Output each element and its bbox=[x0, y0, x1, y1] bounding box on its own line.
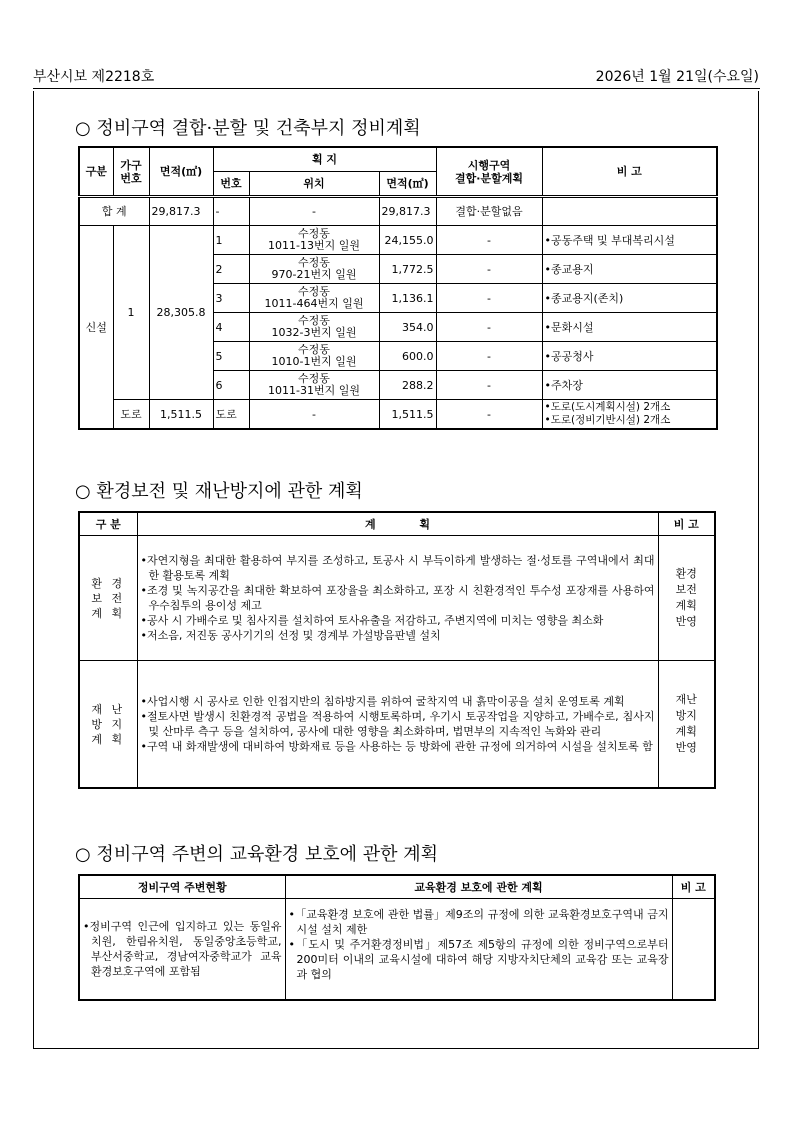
lot-plan: - bbox=[436, 255, 542, 284]
lot-note: •주차장 bbox=[542, 371, 717, 400]
publication-title: 부산시보 제2218호 bbox=[33, 69, 155, 85]
header-location: 위치 bbox=[249, 172, 379, 197]
lot-plan: - bbox=[436, 313, 542, 342]
header-status: 정비구역 주변현황 bbox=[79, 875, 285, 899]
road-num: 도로 bbox=[213, 400, 249, 430]
row-label: 환 경 보 전 계 획 bbox=[79, 536, 137, 661]
road-note bbox=[542, 400, 717, 430]
header-gubun: 구 분 bbox=[79, 512, 137, 536]
list-item: •「교육환경 보호에 관한 법률」제9조의 규정에 의한 교육환경보호구역내 금지시설 설치 제한 bbox=[288, 908, 669, 936]
total-row bbox=[79, 197, 717, 226]
list-item: •자연지형을 최대한 활용하여 부지를 조성하고, 토공사 시 부득이하게 발생하는 절·성토를 구역내에서 최대한 활용토록 계획 bbox=[140, 554, 655, 582]
road-note-1: •도로(도시계획시설) 2개소 bbox=[544, 401, 671, 413]
header-num: 번호 bbox=[213, 172, 249, 197]
lot-num: 3 bbox=[213, 284, 249, 313]
lot-plan: - bbox=[436, 284, 542, 313]
header-note: 비 고 bbox=[542, 147, 717, 197]
list-item: •정비구역 인근에 입지하고 있는 동일유치원, 한림유치원, 동일중앙초등학교, 부산서중학교, 경남여자중학교가 교육환경보호구역에 포함됨 bbox=[83, 920, 282, 978]
lot-area: 1,772.5 bbox=[379, 255, 436, 284]
table-row bbox=[79, 899, 715, 1001]
header-divider bbox=[33, 88, 760, 89]
education-plan-table bbox=[78, 874, 716, 1001]
row-plan bbox=[137, 661, 658, 789]
lot-plan: - bbox=[436, 226, 542, 255]
lot-area: 1,136.1 bbox=[379, 284, 436, 313]
lot-location: 수정동 1010-1번지 일원 bbox=[249, 342, 379, 371]
header-lot-area: 면적(㎡) bbox=[379, 172, 436, 197]
section2-title: ○ 환경보전 및 재난방지에 관한 계획 bbox=[75, 481, 363, 502]
total-note bbox=[542, 197, 717, 226]
header-plan: 계 획 bbox=[137, 512, 658, 536]
lot-location: 수정동 1011-31번지 일원 bbox=[249, 371, 379, 400]
header-gagu: 가구 번호 bbox=[113, 147, 149, 197]
lot-plan: - bbox=[436, 342, 542, 371]
lot-area: 354.0 bbox=[379, 313, 436, 342]
lot-note: •종교용지(존치) bbox=[542, 284, 717, 313]
list-item: •「도시 및 주거환경정비법」제57조 제5항의 규정에 의한 정비구역으로부터 200미터 이내의 교육시설에 대하여 해당 지방자치단체의 교육감 또는 교육장과 협의 bbox=[288, 938, 669, 981]
plan-cell bbox=[285, 899, 672, 1001]
table-row bbox=[79, 536, 715, 661]
block-area: 28,305.8 bbox=[149, 226, 213, 400]
new-label: 신설 bbox=[79, 226, 113, 430]
total-lot-area: 29,817.3 bbox=[379, 197, 436, 226]
total-plan: 결합·분할없음 bbox=[436, 197, 542, 226]
row-note: 환경 보전 계획 반영 bbox=[658, 536, 715, 661]
lot-area: 288.2 bbox=[379, 371, 436, 400]
lot-location: 수정동 1011-464번지 일원 bbox=[249, 284, 379, 313]
total-label: 합 계 bbox=[79, 197, 149, 226]
lot-note: •공동주택 및 부대복리시설 bbox=[542, 226, 717, 255]
lot-note: •종교용지 bbox=[542, 255, 717, 284]
publication-date: 2026년 1월 21일(수요일) bbox=[595, 69, 759, 85]
header-plan: 시행구역 결합·분할계획 bbox=[436, 147, 542, 197]
header-gubun: 구분 bbox=[79, 147, 113, 197]
note-cell bbox=[672, 899, 715, 1001]
lot-num: 6 bbox=[213, 371, 249, 400]
total-num: - bbox=[213, 197, 249, 226]
environment-plan-table bbox=[78, 511, 716, 789]
total-location: - bbox=[249, 197, 379, 226]
road-lot-area: 1,511.5 bbox=[379, 400, 436, 430]
lot-location: 수정동 1011-13번지 일원 bbox=[249, 226, 379, 255]
row-note: 재난 방지 계획 반영 bbox=[658, 661, 715, 789]
list-item: •공사 시 가배수로 및 침사지를 설치하여 토사유출을 저감하고, 주변지역에 미치는 영향을 최소화 bbox=[140, 614, 604, 627]
lot-area: 600.0 bbox=[379, 342, 436, 371]
header-note: 비 고 bbox=[658, 512, 715, 536]
lot-location: 수정동 1032-3번지 일원 bbox=[249, 313, 379, 342]
lot-num: 1 bbox=[213, 226, 249, 255]
header-hoekji: 획 지 bbox=[213, 147, 436, 172]
row-label: 재 난 방 지 계 획 bbox=[79, 661, 137, 789]
section3-title: ○ 정비구역 주변의 교육환경 보호에 관한 계획 bbox=[75, 844, 439, 865]
block-gagu: 1 bbox=[113, 226, 149, 400]
lot-area: 24,155.0 bbox=[379, 226, 436, 255]
road-area: 1,511.5 bbox=[149, 400, 213, 430]
total-area: 29,817.3 bbox=[149, 197, 213, 226]
section1-title: ○ 정비구역 결합·분할 및 건축부지 정비계획 bbox=[75, 118, 421, 139]
road-plan: - bbox=[436, 400, 542, 430]
table-row bbox=[79, 226, 717, 255]
road-location: - bbox=[249, 400, 379, 430]
table-row bbox=[79, 661, 715, 789]
header-note: 비 고 bbox=[672, 875, 715, 899]
lot-num: 2 bbox=[213, 255, 249, 284]
road-note-2: •도로(정비기반시설) 2개소 bbox=[544, 414, 671, 426]
lot-num: 4 bbox=[213, 313, 249, 342]
list-item: •저소음, 저진동 공사기기의 선정 및 경계부 가설방음판넬 설치 bbox=[140, 629, 441, 642]
status-cell bbox=[79, 899, 285, 1001]
lot-num: 5 bbox=[213, 342, 249, 371]
zone-plan-table bbox=[78, 146, 718, 430]
lot-note: •문화시설 bbox=[542, 313, 717, 342]
lot-note: •공공청사 bbox=[542, 342, 717, 371]
list-item: •절토사면 발생시 친환경적 공법을 적용하여 시행토록하며, 우기시 토공작업을 지양하고, 가배수로, 침사지 및 산마루 측구 등을 설치하여, 공사에 대한 영향을 최소화하며, 법면부의 지속적인 녹화와 관리 bbox=[140, 710, 655, 738]
row-plan bbox=[137, 536, 658, 661]
list-item: •사업시행 시 공사로 인한 인접지반의 침하방지를 위하여 굴착지역 내 흙막이공을 설치 운영토록 계획 bbox=[140, 695, 625, 708]
list-item: •조경 및 녹지공간을 최대한 확보하여 포장율을 최소화하고, 포장 시 친환경적인 투수성 포장재를 사용하여 우수침투의 용이성 제고 bbox=[140, 584, 655, 612]
list-item: •구역 내 화재발생에 대비하여 방화재료 등을 사용하는 등 방화에 관한 규정에 의거하여 시설을 설치토록 함 bbox=[140, 740, 653, 753]
road-gagu: 도로 bbox=[113, 400, 149, 430]
header-plan: 교육환경 보호에 관한 계획 bbox=[285, 875, 672, 899]
lot-plan: - bbox=[436, 371, 542, 400]
lot-location: 수정동 970-21번지 일원 bbox=[249, 255, 379, 284]
road-row bbox=[79, 400, 717, 430]
header-area: 면적(㎡) bbox=[149, 147, 213, 197]
